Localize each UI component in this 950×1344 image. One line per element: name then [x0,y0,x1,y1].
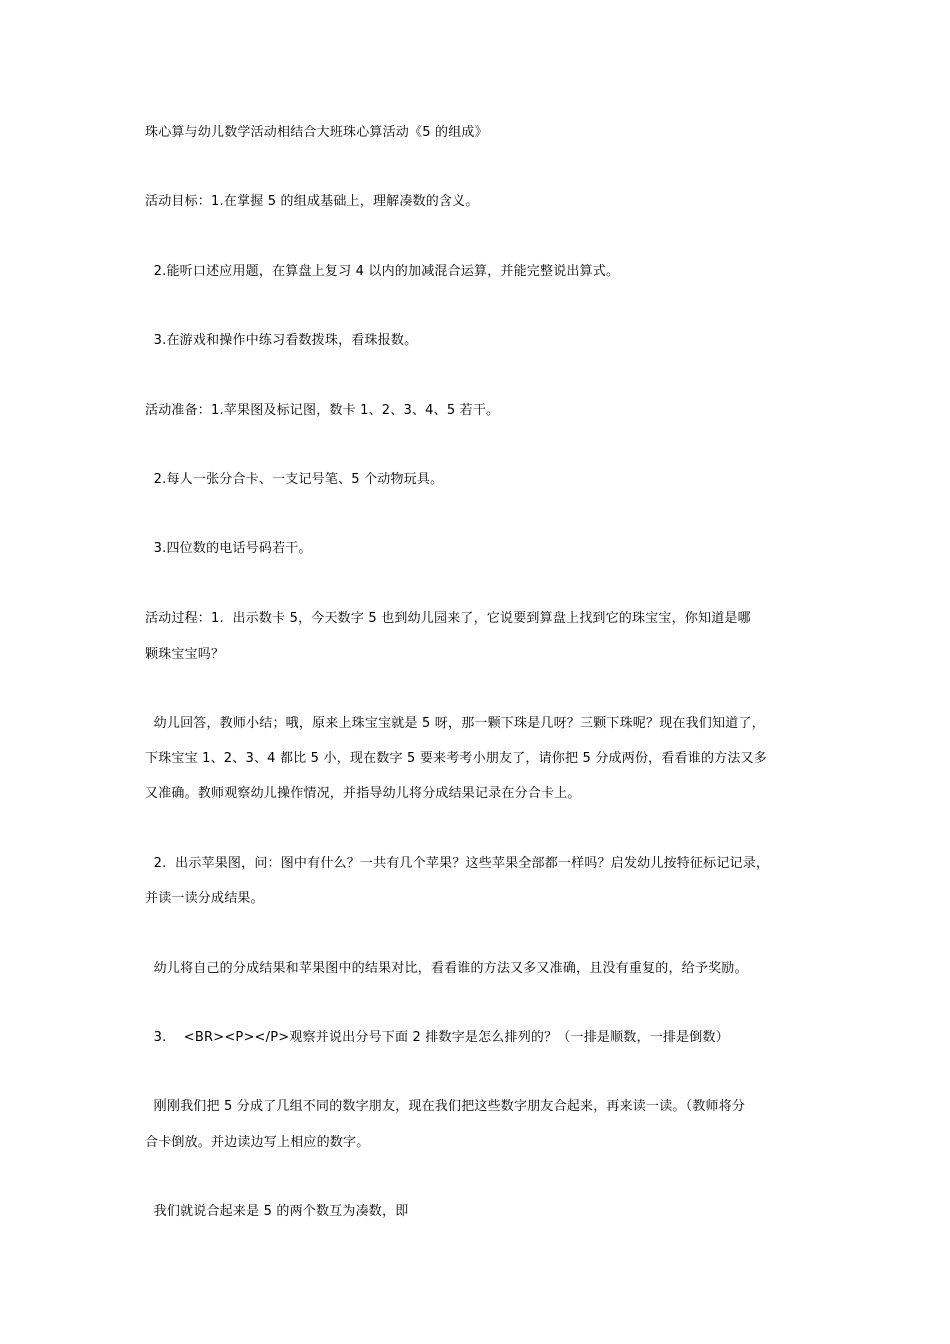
paragraph-line: 又准确。教师观察幼儿操作情况，并指导幼儿将分成结果记录在分合卡上。 [145,786,581,801]
activity-goal-3: 3.在游戏和操作中练习看数拨珠，看珠报数。 [145,333,418,348]
paragraph-line: 我们就说合起来是 5 的两个数互为凑数，即 [145,1204,409,1219]
document-title: 珠心算与幼儿数学活动相结合大班珠心算活动《5 的组成》 [145,125,488,140]
activity-process-1-line-1: 活动过程：1. 出示数卡 5，今天数字 5 也到幼儿园来了，它说要到算盘上找到它的珠宝宝，你知道是哪 [145,611,751,626]
paragraph-line: 合卡倒放。并边读边写上相应的数字。 [145,1135,370,1150]
activity-goal-1: 活动目标：1.在掌握 5 的组成基础上，理解凑数的含义。 [145,194,479,209]
activity-prep-1: 活动准备：1.苹果图及标记图，数卡 1、2、3、4、5 若干。 [145,403,500,418]
paragraph-line: 并读一读分成结果。 [145,891,264,906]
paragraph-line: 下珠宝宝 1、2、3、4 都比 5 小，现在数字 5 要来考考小朋友了，请你把 5 分成两份，看看谁的方法又多 [145,751,767,766]
paragraph-line: 幼儿将自己的分成结果和苹果图中的结果对比，看看谁的方法又多又准确，且没有重复的，给予奖励。 [145,961,748,976]
activity-prep-3: 3.四位数的电话号码若干。 [145,541,312,556]
paragraph-line: 刚刚我们把 5 分成了几组不同的数字朋友，现在我们把这些数字朋友合起来，再来读一读。（教师将分 [145,1099,746,1114]
activity-process-1-line-2: 颗珠宝宝吗？ [145,647,225,662]
paragraph-line: 幼儿回答，教师小结；哦，原来上珠宝宝就是 5 呀，那一颗下珠是几呀？三颗下珠呢？现在我们知道了， [145,716,765,731]
paragraph-line: 3. <BR><P></P>观察并说出分号下面 2 排数字是怎么排列的？（一排是顺数，一排是倒数） [145,1030,729,1045]
activity-goal-2: 2.能听口述应用题，在算盘上复习 4 以内的加减混合运算，并能完整说出算式。 [145,264,620,279]
activity-prep-2: 2.每人一张分合卡、一支记号笔、5 个动物玩具。 [145,472,444,487]
paragraph-line: 2. 出示苹果图，问：图中有什么？一共有几个苹果？这些苹果全部都一样吗？启发幼儿按特征标记记录， [145,856,770,871]
